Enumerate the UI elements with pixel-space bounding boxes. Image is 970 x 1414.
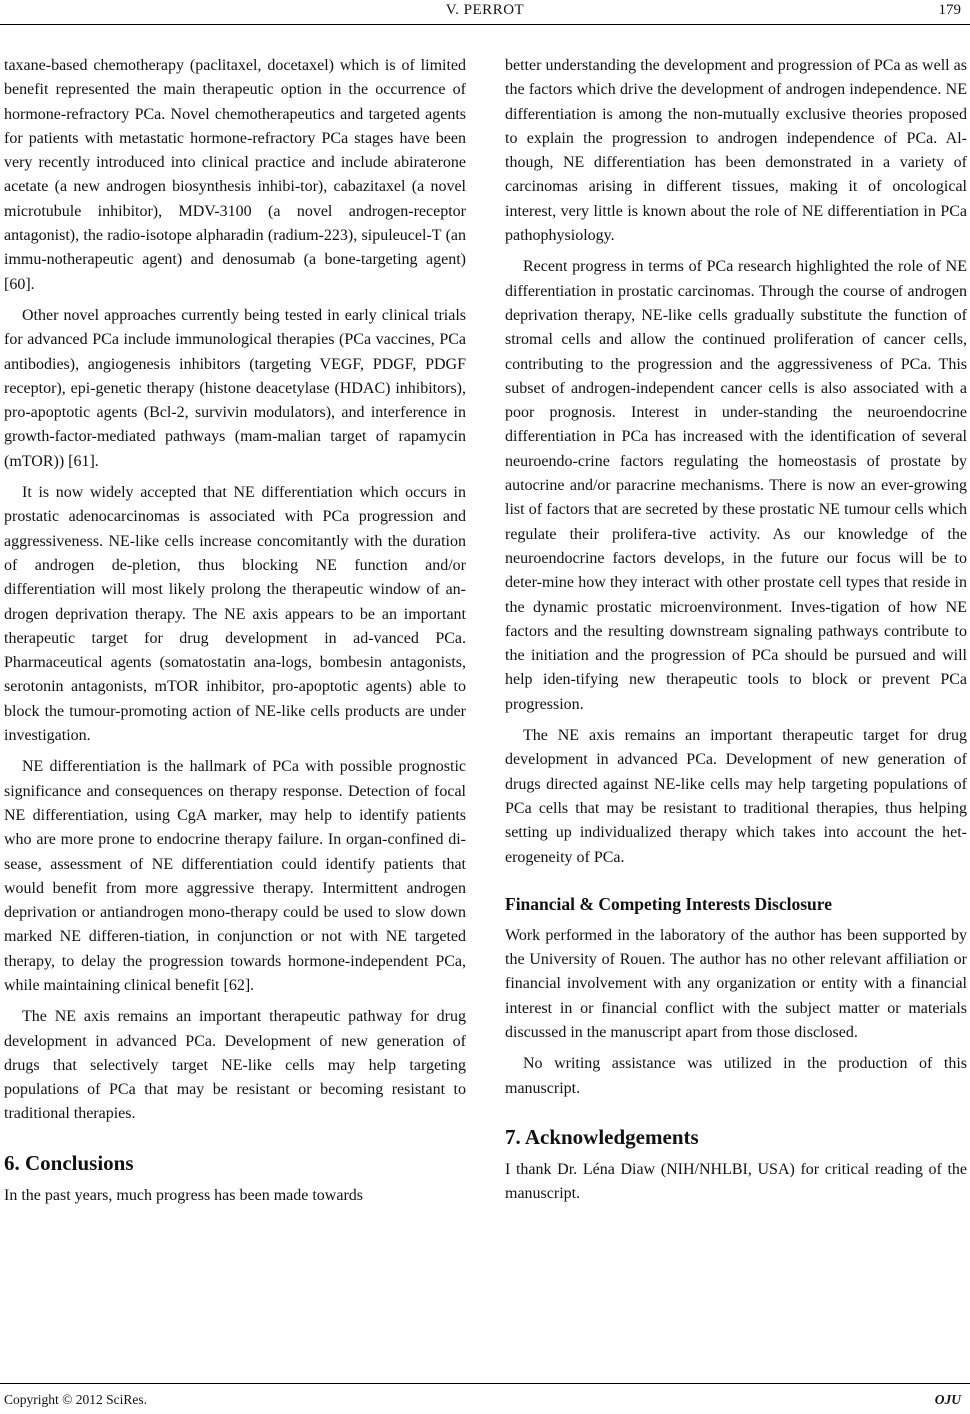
header-rule: [0, 24, 970, 25]
paragraph: The NE axis remains an important therapeutic pathway for drug development in advanced PCa. Development of new generation of drugs that selectively target NE-like cells may help targeting populations of PCa that may be resistant or becoming resistant to traditional therapies.: [4, 1008, 466, 1123]
page-footer: [0, 1392, 970, 1412]
paragraph: No writing assistance was utilized in the production of this manuscript.: [505, 1055, 967, 1097]
paragraph: Work performed in the laboratory of the author has been supported by the University of Rouen. The author has no other relevant affiliation or financial involvement with any organization or entity with a financial interest in or financial conflict with the subject matter or materials discussed in the manuscript apart from those disclosed.: [505, 926, 967, 1041]
paragraph: I thank Dr. Léna Diaw (NIH/NHLBI, USA) for critical reading of the manuscript.: [505, 1160, 967, 1203]
section-heading-disclosure: Financial & Competing Interests Disclosure: [505, 893, 832, 914]
running-head-author: V. PERROT: [445, 2, 525, 18]
section-heading-acknowledgements: 7. Acknowledgements: [505, 1124, 699, 1149]
page-header: [0, 0, 970, 26]
page-number: 179: [938, 2, 961, 18]
footer-rule: [0, 1383, 970, 1384]
paragraph: In the past years, much progress has been made towards: [4, 1186, 363, 1204]
copyright-notice: Copyright © 2012 SciRes.: [4, 1392, 148, 1407]
paragraph: It is now widely accepted that NE differentiation which occurs in prostatic adenocarcinomas is associated with PCa progression and aggressiveness. NE-like cells increase concomitantly with the duration of androgen de-pletion, thus blocking NE function and/or differentiation will most likely prolong the therapeutic window of an-drogen deprivation therapy. The NE axis appears to be an important therapeutic target for drug development in ad-vanced PCa. Pharmaceutical agents (somatostatin ana-logs, bombesin antagonists, serotonin antagonists, mTOR inhibitor, pro-apoptotic agents) able to block the tumour-promoting action of NE-like cells products are under investigation.: [4, 484, 466, 745]
paragraph: NE differentiation is the hallmark of PCa with possible prognostic significance and consequences on therapy response. Detection of focal NE differentiation, using CgA marker, may help to identify patients who are more prone to endocrine therapy failure. In organ-confined di-sease, assessment of NE differentiation could identify patients that would benefit from more aggressive therapy. Intermittent androgen deprivation or antiandrogen mono-therapy could be used to slow down marked NE differen-tiation, in conjunction or not with NE targeted therapy, to delay the progression towards hormone-independent PCa, while maintaining clinical benefit [62].: [4, 758, 466, 994]
paragraph: Other novel approaches currently being tested in early clinical trials for advanced PCa include immunological therapies (PCa vaccines, PCa antibodies), angiogenesis inhibitors (targeting VEGF, PDGF, PDGF receptor), epi-genetic therapy (histone deacetylase (HDAC) inhibitors), pro-apoptotic agents (Bcl-2, survivin modulators), and interference in growth-factor-mediated pathways (mam-malian target of rapamycin (mTOR)) [61].: [4, 306, 466, 470]
paragraph: The NE axis remains an important therapeutic target for drug development in advanced PCa. Development of new generation of drugs directed against NE-like cells may help targeting populations of PCa cells that may be resistant to traditional therapies, thus helping setting up individualized therapy which takes into account the het-erogeneity of PCa.: [505, 727, 967, 866]
paragraph: Recent progress in terms of PCa research highlighted the role of NE differentiation in prostatic carcinomas. Through the course of androgen deprivation therapy, NE-like cells gradually substitute the function of stromal cells and allow the continued proliferation of cancer cells, contributing to the progression and the aggressiveness of PCa. This subset of androgen-independent cancer cells is also associated with a poor prognosis. Interest in under-standing the neuroendocrine differentiation in PCa has increased with the identification of several neuroendo-crine factors regulating the homeostasis of prostate by autocrine and/or paracrine mechanisms. There is now an ever-growing list of factors that are secreted by these prostatic NE tumour cells which regulate their prolifera-tive activity. As our knowledge of the neuroendocrine factors develops, in the future our focus will be to deter-mine how they interact with other prostate cell types that reside in the dynamic prostatic microenvironment. Inves-tigation of how NE factors and the resulting downstream signaling pathways contribute to the initiation and the progression of PCa should be pursued and will help iden-tifying new therapeutic tools to block or prevent PCa progression.: [505, 258, 967, 713]
journal-abbreviation: OJU: [934, 1392, 961, 1407]
paragraph: better understanding the development and progression of PCa as well as the factors which drive the development of androgen independence. NE differentiation is among the non-mutually exclusive theories proposed to explain the progression to androgen independence of PCa. Al-though, NE differentiation has been demonstrated in a variety of carcinomas arising in different tissues, making it of oncological interest, very little is known about the role of NE differentiation in PCa pathophysiology.: [505, 57, 967, 245]
left-column: [4, 54, 466, 1208]
right-column: [505, 54, 967, 1206]
paragraph: taxane-based chemotherapy (paclitaxel, docetaxel) which is of limited benefit represented the main therapeutic option in the occurrence of hormone-refractory PCa. Novel chemotherapeutics and targeted agents for patients with metastatic hormone-refractory PCa stages have been very recently introduced into clinical practice and include abiraterone acetate (a new androgen biosynthesis inhibi-tor), cabazitaxel (a novel microtubule inhibitor), MDV-3100 (a novel androgen-receptor antagonist), the radio-isotope alpharadin (radium-223), sipuleucel-T (an immu-notherapeutic agent) and denosumab (a bone-targeting agent) [60].: [4, 57, 466, 293]
section-heading-conclusions: 6. Conclusions: [4, 1150, 134, 1175]
